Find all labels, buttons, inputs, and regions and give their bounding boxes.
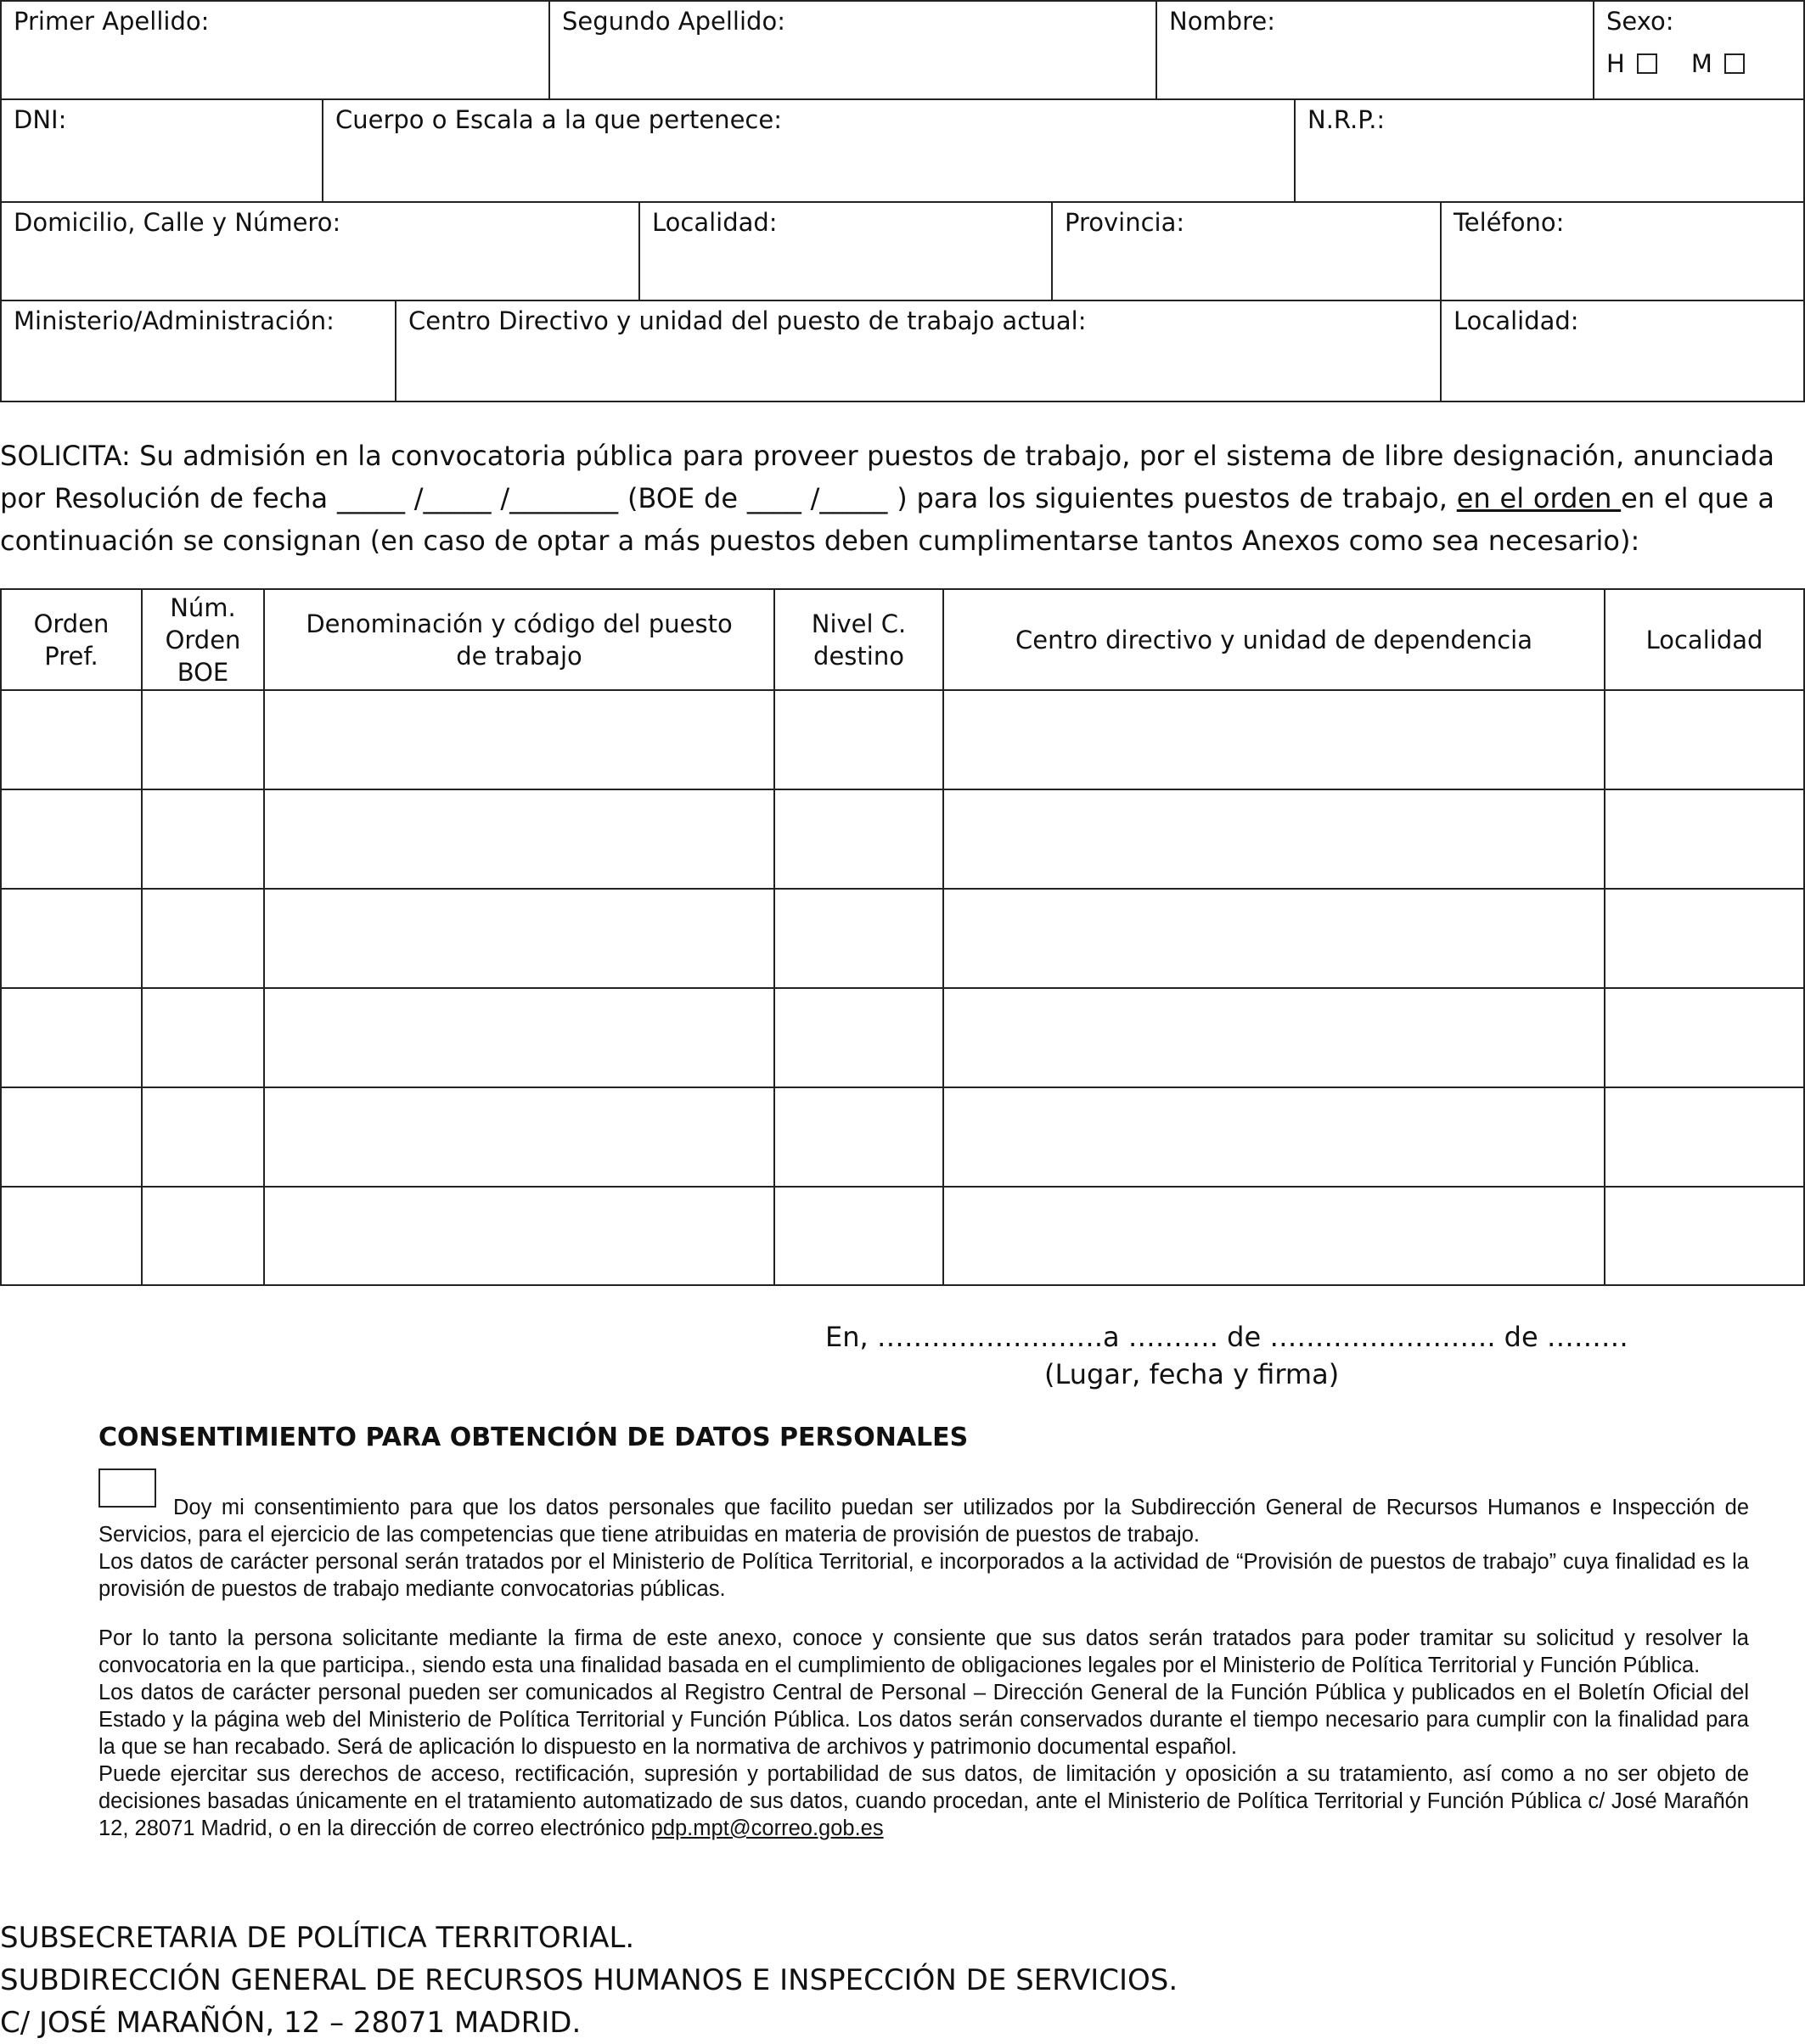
cell-num-orden-boe[interactable] (141, 689, 265, 790)
cell-localidad[interactable] (1604, 888, 1805, 989)
field-label: Domicilio, Calle y Número: (14, 208, 341, 237)
cell-orden-pref[interactable] (0, 789, 143, 890)
segundo-apellido-field[interactable] (548, 0, 1157, 100)
field-label: Localidad: (1454, 306, 1579, 335)
field-label: Provincia: (1065, 208, 1185, 237)
solicita-underlined: en el orden (1456, 482, 1622, 514)
sexo-field (1593, 0, 1805, 100)
cell-denominacion[interactable] (263, 987, 775, 1088)
cell-localidad[interactable] (1604, 987, 1805, 1088)
ministerio-field[interactable] (0, 300, 396, 402)
signature-line: En, …………………….a ………. de ……………………. de ……… (825, 1321, 1628, 1353)
consent-paragraph: Puede ejercitar sus derechos de acceso, rectificación, supresión y portabilidad de sus datos, de limitación y oposición a su tratamiento, así como a no ser objeto de decisiones basadas únicamente en el tratamiento automatizado de sus datos, cuando procedan, ante el Ministerio de Política Territorial y Función Pública c/ José Marañón 12, 28071 Madrid, o en la dirección de correo electrónico pdp.mpt@correo.gob.es (98, 1762, 1749, 1840)
cell-denominacion[interactable] (263, 1087, 775, 1188)
consent-block-1 (98, 1494, 1749, 1603)
cell-centro-directivo[interactable] (942, 888, 1605, 989)
cell-orden-pref[interactable] (0, 689, 143, 790)
field-label: DNI: (14, 105, 67, 134)
field-label: Sexo: (1606, 7, 1674, 36)
sexo-m-label: M (1690, 49, 1712, 78)
localidad-field[interactable] (638, 201, 1053, 301)
footer-line: SUBDIRECCIÓN GENERAL DE RECURSOS HUMANOS E INSPECCIÓN DE SERVICIOS. (0, 1963, 1178, 1997)
provincia-field[interactable] (1051, 201, 1442, 301)
header-orden-pref: Orden Pref. (0, 588, 143, 691)
header-nivel: Nivel C. destino (773, 588, 944, 691)
sexo-h-label: H (1606, 49, 1625, 78)
cell-nivel[interactable] (773, 689, 944, 790)
field-label: Teléfono: (1454, 208, 1565, 237)
primer-apellido-field[interactable] (0, 0, 550, 100)
cell-localidad[interactable] (1604, 1087, 1805, 1188)
cell-num-orden-boe[interactable] (141, 987, 265, 1088)
cell-nivel[interactable] (773, 789, 944, 890)
domicilio-field[interactable] (0, 201, 640, 301)
cell-centro-directivo[interactable] (942, 987, 1605, 1088)
solicita-text-1: SOLICITA: Su admisión en la convocatoria pública para proveer puestos de trabajo, por el sistema de libre designación, anunciada por Resolución de fecha _____ /_____ /________ (BOE de ____ /_____ ) para los siguientes puestos de trabajo, (0, 440, 1774, 514)
consent-block-2 (98, 1625, 1749, 1842)
cuerpo-field[interactable] (322, 98, 1296, 203)
sexo-h-checkbox[interactable] (1637, 53, 1657, 74)
header-num-orden-boe: Núm. Orden BOE (141, 588, 265, 691)
cell-denominacion[interactable] (263, 1186, 775, 1286)
dni-field[interactable] (0, 98, 323, 203)
cell-centro-directivo[interactable] (942, 789, 1605, 890)
field-label: N.R.P.: (1307, 105, 1386, 134)
consent-title: CONSENTIMIENTO PARA OBTENCIÓN DE DATOS PERSONALES (98, 1423, 969, 1452)
field-label: Primer Apellido: (14, 7, 210, 36)
solicita-text-2: en el que a continuación se consignan (en caso de optar a más puestos deben cumplimentarse tantos Anexos como sea necesario): (0, 482, 1775, 557)
nrp-field[interactable] (1294, 98, 1805, 203)
telefono-field[interactable] (1440, 201, 1805, 301)
cell-centro-directivo[interactable] (942, 689, 1605, 790)
consent-paragraph: Doy mi consentimiento para que los datos personales que facilito puedan ser utilizados por la Subdirección General de Recursos Humanos e Inspección de Servicios, para el ejercicio de las competencias que tiene atribuidas en materia de provisión de puestos de trabajo. (98, 1496, 1749, 1547)
sexo-options (1606, 49, 1745, 78)
cell-orden-pref[interactable] (0, 888, 143, 989)
cell-orden-pref[interactable] (0, 1186, 143, 1286)
cell-num-orden-boe[interactable] (141, 789, 265, 890)
cell-nivel[interactable] (773, 987, 944, 1088)
footer-address (0, 1917, 1178, 2044)
cell-orden-pref[interactable] (0, 1087, 143, 1188)
consent-paragraph: Por lo tanto la persona solicitante mediante la firma de este anexo, conoce y consiente que sus datos serán tratados para poder tramitar su solicitud y resolver la convocatoria en la que participa., siendo esta una finalidad basada en el cumplimiento de obligaciones legales por el Ministerio de Política Territorial y Función Pública. (98, 1626, 1749, 1677)
field-label: Segundo Apellido: (562, 7, 785, 36)
cell-centro-directivo[interactable] (942, 1186, 1605, 1286)
localidad-actual-field[interactable] (1440, 300, 1805, 402)
cell-orden-pref[interactable] (0, 987, 143, 1088)
footer-line: SUBSECRETARIA DE POLÍTICA TERRITORIAL. (0, 1921, 635, 1955)
field-label: Localidad: (652, 208, 778, 237)
sexo-m-checkbox[interactable] (1724, 53, 1745, 74)
field-label: Cuerpo o Escala a la que pertenece: (335, 105, 782, 134)
field-label: Centro Directivo y unidad del puesto de trabajo actual: (408, 306, 1087, 335)
cell-localidad[interactable] (1604, 789, 1805, 890)
consent-paragraph: Los datos de carácter personal serán tratados por el Ministerio de Política Territorial, e incorporados a la actividad de “Provisión de puestos de trabajo” cuya finalidad es la provisión de puestos de trabajo mediante convocatorias públicas. (98, 1550, 1749, 1601)
header-denominacion: Denominación y código del puesto de trabajo (263, 588, 775, 691)
header-localidad: Localidad (1604, 588, 1805, 691)
field-label: Nombre: (1169, 7, 1275, 36)
cell-num-orden-boe[interactable] (141, 1186, 265, 1286)
field-label: Ministerio/Administración: (14, 306, 335, 335)
cell-nivel[interactable] (773, 1087, 944, 1188)
header-centro-directivo: Centro directivo y unidad de dependencia (942, 588, 1605, 691)
cell-nivel[interactable] (773, 888, 944, 989)
email-link[interactable]: pdp.mpt@correo.gob.es (650, 1817, 884, 1840)
solicita-paragraph (0, 435, 1774, 562)
footer-line: C/ JOSÉ MARAÑÓN, 12 – 28071 MADRID. (0, 2006, 582, 2040)
nombre-field[interactable] (1156, 0, 1594, 100)
consent-paragraph: Los datos de carácter personal pueden ser comunicados al Registro Central de Personal – Dirección General de la Función Pública y publicados en el Boletín Oficial del Estado y la página web del Ministerio de Política Territorial y Función Pública. Los datos serán conservados durante el tiempo necesario para cumplir con la finalidad para la que se han recabado. Será de aplicación lo dispuesto en la normativa de archivos y patrimonio documental español. (98, 1681, 1749, 1759)
centro-directivo-field[interactable] (395, 300, 1442, 402)
cell-localidad[interactable] (1604, 1186, 1805, 1286)
cell-denominacion[interactable] (263, 789, 775, 890)
cell-num-orden-boe[interactable] (141, 888, 265, 989)
cell-nivel[interactable] (773, 1186, 944, 1286)
cell-centro-directivo[interactable] (942, 1087, 1605, 1188)
cell-denominacion[interactable] (263, 689, 775, 790)
cell-localidad[interactable] (1604, 689, 1805, 790)
cell-denominacion[interactable] (263, 888, 775, 989)
cell-num-orden-boe[interactable] (141, 1087, 265, 1188)
signature-caption: (Lugar, fecha y firma) (1044, 1358, 1340, 1390)
